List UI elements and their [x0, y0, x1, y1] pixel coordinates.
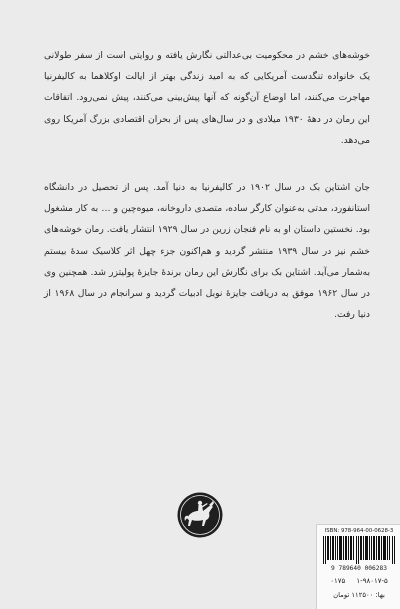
- publisher-logo: [176, 491, 224, 539]
- isbn-barcode-box: [316, 524, 400, 609]
- author-bio-paragraph: جان اشتاین بک در سال ۱۹۰۲ در کالیفرنیا به دنیا آمد. پس از تحصیل در دانشگاه استانفورد، مدتی به‌عنوان کارگر ساده، متصدی داروخانه، میوه‌چین و … به کار مشغول بود. نخستین داستان او به نام فنجان زرین در سال ۱۹۲۹ انتشار یافت. رمان خوشه‌های خشم نیز در سال ۱۹۳۹ منتشر گردید و هم‌اکنون جزء چهل اثر کلاسیک سدۀ بیستم به‌شمار می‌آید. اشتاین بک برای نگارش این رمان برندۀ جایزۀ پولیتزر شد. همچنین وی در سال ۱۹۶۲ موفق به دریافت جایزۀ نوبل ادبیات گردید و سرانجام در سال ۱۹۶۸ از دنیا رفت.: [44, 182, 371, 321]
- barcode-digits: 9 789640 006283: [331, 565, 387, 572]
- isbn-number: ISBN: 978-964-00-0628-3: [324, 528, 394, 534]
- catalog-code-left: ۰۱۷۵: [330, 577, 346, 585]
- catalog-codes: [320, 577, 398, 585]
- catalog-code-right: ۱-۹۸۰۱۷-۵: [356, 577, 388, 585]
- barcode-icon: [323, 536, 395, 564]
- price-label: بها: ۱۱۲۵۰۰ تومان: [333, 591, 385, 599]
- synopsis-paragraph: خوشه‌های خشم در محکومیت بی‌عدالتی نگارش یافته و روایتی است از سفر طولانی یک خانواده تنگدست آمریکایی که به امید زندگی بهتر از ایالت اوکلاهما به کالیفرنیا مهاجرت می‌کنند، اما اوضاع آن‌گونه که آنها پیش‌بینی می‌کنند، پیش نمی‌رود. اتفاقات این رمان در دهۀ ۱۹۳۰ میلادی و در سال‌های پس از بحران اقتصادی بزرگ آمریکا روی می‌دهد.: [44, 50, 370, 146]
- horse-rider-icon: [176, 491, 224, 539]
